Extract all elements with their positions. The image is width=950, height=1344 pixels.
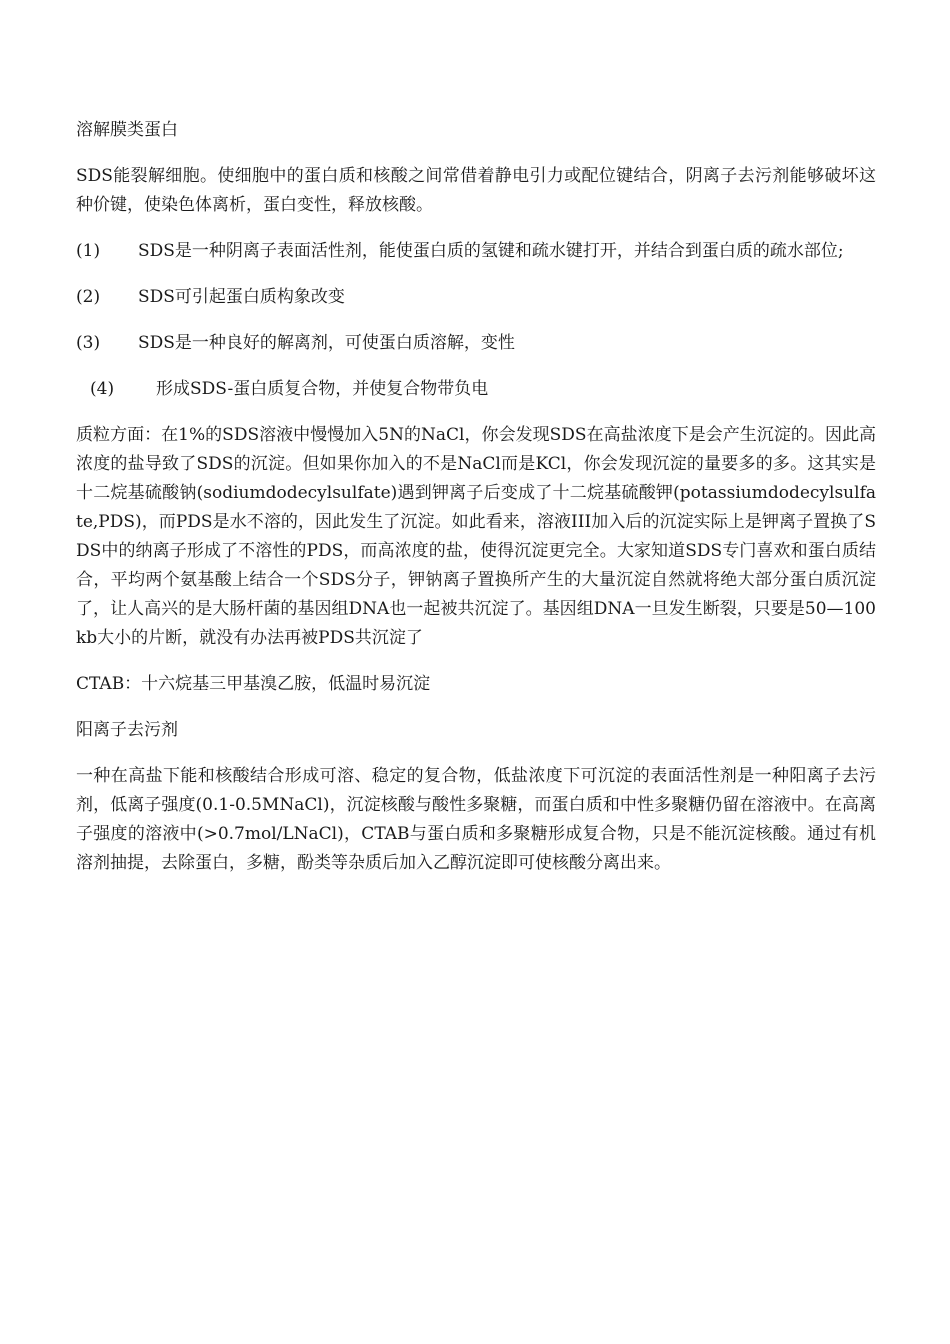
list-item-number: (4) — [90, 379, 115, 399]
list-item-2 — [76, 283, 876, 312]
cationic-paragraph: 一种在高盐下能和核酸结合形成可溶、稳定的复合物，低盐浓度下可沉淀的表面活性剂是一种阳离子去污剂，低离子强度(0.1-0.5MNaCl)，沉淀核酸与酸性多聚糖，而蛋白质和中性多聚糖仍留在溶液中。在高离子强度的溶液中(>0.7mol/LNaCl)，CTAB与蛋白质和多聚糖形成复合物，只是不能沉淀核酸。通过有机溶剂抽提，去除蛋白，多糖，酚类等杂质后加入乙醇沉淀即可使核酸分离出来。 — [76, 766, 876, 873]
list-item-number: (2) — [76, 287, 101, 307]
list-item-text: 形成SDS-蛋白质复合物，并使复合物带负电 — [156, 379, 489, 399]
list-item-text: SDS是一种良好的解离剂，可使蛋白质溶解，变性 — [138, 333, 515, 353]
document-body — [76, 116, 876, 895]
heading-membrane-proteins: 溶解膜类蛋白 — [76, 120, 178, 140]
list-item-number: (3) — [76, 333, 101, 353]
plasmid-paragraph: 质粒方面：在1%的SDS溶液中慢慢加入5N的NaCl，你会发现SDS在高盐浓度下是会产生沉淀的。因此高浓度的盐导致了SDS的沉淀。但如果你加入的不是NaCl而是KCl，你会发现沉淀的量要多的多。这其实是十二烷基硫酸钠(sodiumdodecylsulfate)遇到钾离子后变成了十二烷基硫酸钾(potassiumdodecylsulfate,PDS)，而PDS是水不溶的，因此发生了沉淀。如此看来，溶液III加入后的沉淀实际上是钾离子置换了SDS中的纳离子形成了不溶性的PDS，而高浓度的盐，使得沉淀更完全。大家知道SDS专门喜欢和蛋白质结合，平均两个氨基酸上结合一个SDS分子，钾钠离子置换所产生的大量沉淀自然就将绝大部分蛋白质沉淀了，让人高兴的是大肠杆菌的基因组DNA也一起被共沉淀了。基因组DNA一旦发生断裂，只要是50—100kb大小的片断，就没有办法再被PDS共沉淀了 — [76, 425, 876, 648]
list-item-4 — [76, 375, 876, 404]
list-item-1 — [76, 237, 876, 266]
ctab-definition: CTAB：十六烷基三甲基溴乙胺，低温时易沉淀 — [76, 674, 431, 694]
sds-intro-paragraph: SDS能裂解细胞。使细胞中的蛋白质和核酸之间常借着静电引力或配位键结合，阴离子去污剂能够破坏这种价键，使染色体离析，蛋白变性，释放核酸。 — [76, 166, 876, 215]
list-item-text: SDS可引起蛋白质构象改变 — [138, 287, 345, 307]
list-item-number: (1) — [76, 241, 101, 261]
heading-cationic-detergent: 阳离子去污剂 — [76, 720, 178, 740]
list-item-text: SDS是一种阴离子表面活性剂，能使蛋白质的氢键和疏水键打开，并结合到蛋白质的疏水部位; — [138, 241, 844, 261]
list-item-3 — [76, 329, 876, 358]
